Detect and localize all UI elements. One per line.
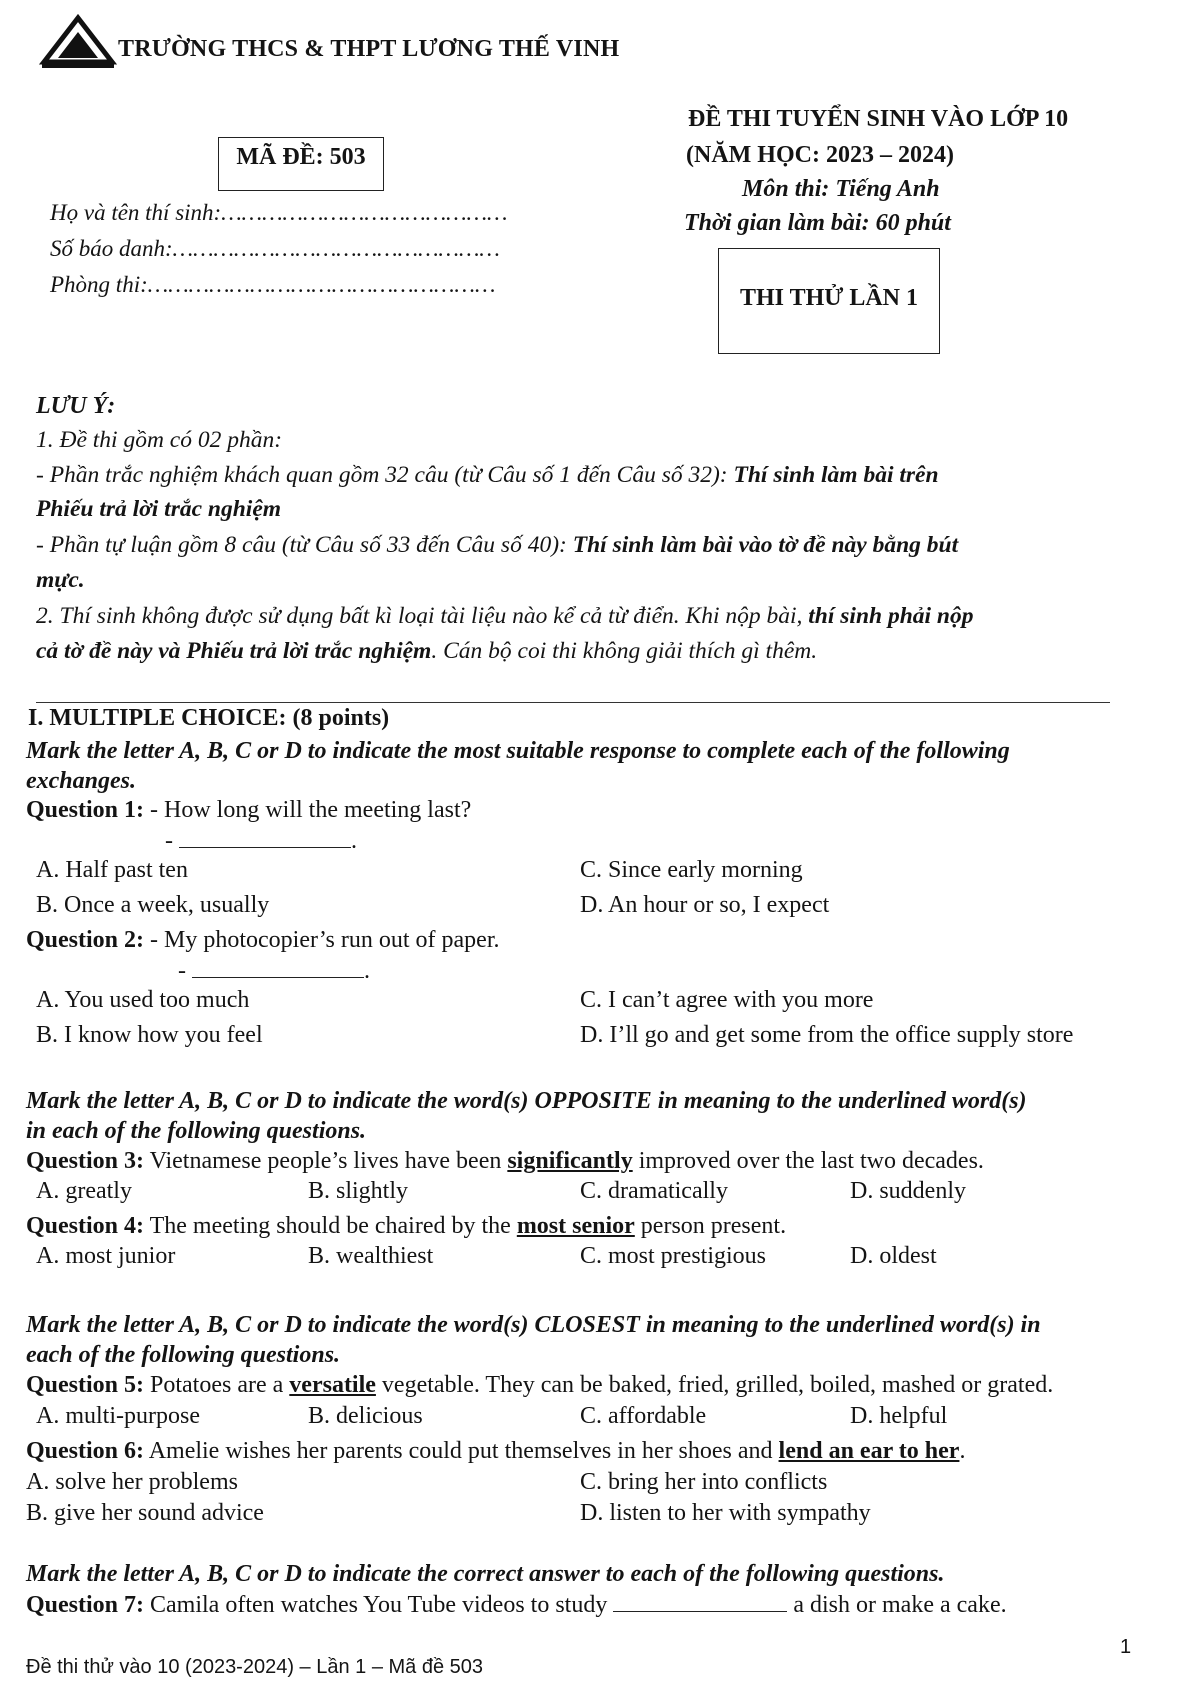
- option-b: B. give her sound advice: [26, 1500, 264, 1526]
- instruction: in each of the following questions.: [26, 1118, 367, 1144]
- question-4: Question 4: The meeting should be chaired by the most senior person present.: [26, 1213, 787, 1239]
- note-line: cả tờ đề này và Phiếu trả lời trắc nghiệm. Cán bộ coi thi không giải thích gì thêm.: [36, 638, 818, 664]
- option-a: A. most junior: [36, 1243, 176, 1269]
- option-c: C. dramatically: [580, 1178, 728, 1204]
- option-d: D. I’ll go and get some from the office supply store: [580, 1022, 1074, 1048]
- exam-room-field: Phòng thi:……………………………………………: [50, 272, 496, 297]
- instruction: exchanges.: [26, 768, 136, 794]
- option-d: D. suddenly: [850, 1178, 966, 1204]
- option-b: B. slightly: [308, 1178, 409, 1204]
- question-1: Question 1: - How long will the meeting last?: [26, 797, 472, 823]
- school-year: (NĂM HỌC: 2023 – 2024): [686, 142, 954, 168]
- option-b: B. I know how you feel: [36, 1022, 263, 1048]
- note-line: - Phần trắc nghiệm khách quan gồm 32 câu (từ Câu số 1 đến Câu số 32): Thí sinh làm bài trên: [36, 462, 939, 488]
- exam-title: ĐỀ THI TUYỂN SINH VÀO LỚP 10: [688, 106, 1069, 132]
- question-6: Question 6: Amelie wishes her parents could put themselves in her shoes and lend an ear to her.: [26, 1438, 966, 1464]
- question-2: Question 2: - My photocopier’s run out of paper.: [26, 927, 500, 953]
- school-name: TRƯỜNG THCS & THPT LƯƠNG THẾ VINH: [118, 36, 620, 62]
- option-a: A. You used too much: [36, 987, 250, 1013]
- option-a: A. solve her problems: [26, 1469, 238, 1495]
- option-a: A. greatly: [36, 1178, 132, 1204]
- note-line: 1. Đề thi gồm có 02 phần:: [36, 427, 283, 453]
- option-b: B. wealthiest: [308, 1243, 434, 1269]
- option-d: D. helpful: [850, 1403, 948, 1429]
- option-c: C. I can’t agree with you more: [580, 987, 874, 1013]
- answer-blank: - .: [165, 828, 357, 854]
- candidate-name-field: Họ và tên thí sinh:……………………………………: [50, 200, 508, 225]
- question-3: Question 3: Vietnamese people’s lives have been significantly improved over the last two decades.: [26, 1148, 984, 1174]
- option-d: D. oldest: [850, 1243, 937, 1269]
- option-b: B. delicious: [308, 1403, 423, 1429]
- footer-text: Đề thi thử vào 10 (2023-2024) – Lần 1 – Mã đề 503: [26, 1656, 484, 1678]
- divider: [36, 702, 1110, 703]
- notes-heading: LƯU Ý:: [36, 393, 116, 419]
- exam-duration: Thời gian làm bài: 60 phút: [684, 210, 951, 236]
- question-7: Question 7: Camila often watches You Tube videos to study a dish or make a cake.: [26, 1592, 1007, 1618]
- school-logo: [38, 12, 118, 70]
- note-line: Phiếu trả lời trắc nghiệm: [36, 496, 282, 522]
- trial-box: THI THỬ LẦN 1: [718, 248, 940, 354]
- note-line: mực.: [36, 567, 85, 593]
- instruction: Mark the letter A, B, C or D to indicate the word(s) CLOSEST in meaning to the underlined word(s) in: [26, 1312, 1041, 1338]
- option-d: D. An hour or so, I expect: [580, 892, 830, 918]
- answer-blank: - .: [178, 958, 370, 984]
- option-d: D. listen to her with sympathy: [580, 1500, 871, 1526]
- candidate-number-field: Số báo danh:…………………………………………: [50, 236, 500, 261]
- note-line: 2. Thí sinh không được sử dụng bất kì loại tài liệu nào kể cả từ điển. Khi nộp bài, thí sinh phải nộp: [36, 603, 974, 629]
- instruction: Mark the letter A, B, C or D to indicate the word(s) OPPOSITE in meaning to the underlined word(s): [26, 1088, 1027, 1114]
- option-c: C. affordable: [580, 1403, 707, 1429]
- exam-code-box: MÃ ĐỀ: 503: [218, 137, 384, 191]
- instruction: each of the following questions.: [26, 1342, 341, 1368]
- option-a: A. multi-purpose: [36, 1403, 200, 1429]
- note-line: - Phần tự luận gồm 8 câu (từ Câu số 33 đến Câu số 40): Thí sinh làm bài vào tờ đề này bằng bút: [36, 532, 959, 558]
- section-heading: I. MULTIPLE CHOICE: (8 points): [28, 705, 390, 731]
- instruction: Mark the letter A, B, C or D to indicate the most suitable response to complete each of the following: [26, 738, 1010, 764]
- option-c: C. most prestigious: [580, 1243, 767, 1269]
- exam-subject: Môn thi: Tiếng Anh: [742, 176, 940, 202]
- option-c: C. bring her into conflicts: [580, 1469, 828, 1495]
- question-5: Question 5: Potatoes are a versatile vegetable. They can be baked, fried, grilled, boiled, mashed or grated.: [26, 1372, 1054, 1398]
- option-b: B. Once a week, usually: [36, 892, 270, 918]
- option-a: A. Half past ten: [36, 857, 188, 883]
- instruction: Mark the letter A, B, C or D to indicate the correct answer to each of the following questions.: [26, 1561, 945, 1587]
- option-c: C. Since early morning: [580, 857, 803, 883]
- page-number: 1: [1120, 1636, 1132, 1658]
